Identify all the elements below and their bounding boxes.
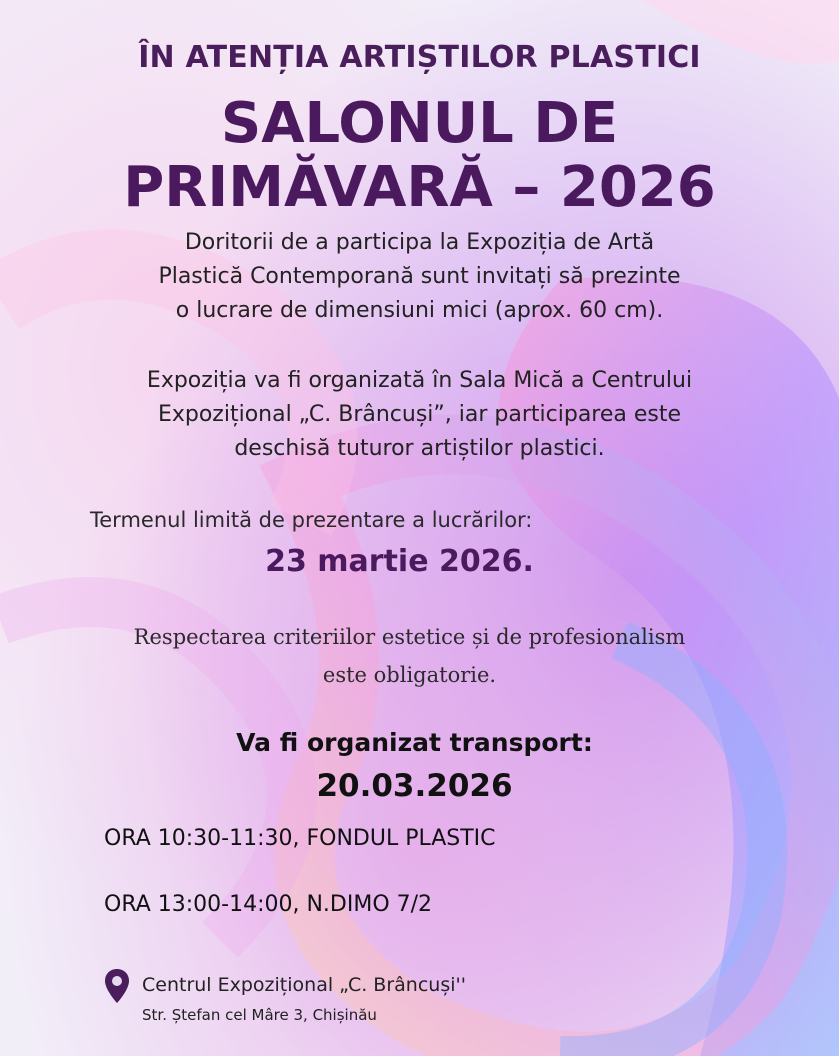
- venue-paragraph: [0, 364, 839, 466]
- para2-line: Expozițional „C. Brâncuși”, iar participarea este: [157, 402, 682, 427]
- deadline-label: Termenul limită de prezentare a lucrărilor:: [90, 508, 533, 532]
- transport-schedule-item: ORA 13:00-14:00, N.DIMO 7/2: [104, 892, 433, 917]
- title-line-2: PRIMĂVARĂ – 2026: [123, 155, 716, 220]
- invitation-paragraph: [0, 226, 839, 328]
- requirement-line: este obligatorie.: [322, 663, 497, 687]
- para1-line: Doritorii de a participa la Expoziția de Artă: [184, 230, 655, 255]
- location-pin-icon: [104, 968, 130, 1004]
- poster-kicker: ÎN ATENȚIA ARTIȘTILOR PLASTICI: [138, 40, 701, 75]
- para1-line: o lucrare de dimensiuni mici (aprox. 60 cm).: [175, 298, 664, 323]
- para2-line: Expoziția va fi organizată în Sala Mică a Centrului: [146, 368, 693, 393]
- transport-schedule-item: ORA 10:30-11:30, FONDUL PLASTIC: [104, 826, 496, 851]
- para1-line: Plastică Contemporană sunt invitați să prezinte: [158, 264, 681, 289]
- requirement-line: Respectarea criteriilor estetice și de profesionalism: [133, 625, 686, 649]
- location-address: Str. Ștefan cel Mâre 3, Chișinău: [142, 1006, 377, 1024]
- requirement-note: [0, 618, 829, 694]
- para2-line: deschisă tuturor artiștilor plastici.: [234, 436, 605, 461]
- poster-title: [0, 92, 839, 220]
- title-line-1: SALONUL DE: [220, 91, 619, 156]
- location-name: Centrul Expozițional „C. Brâncuși'': [142, 974, 466, 996]
- deadline-date: 23 martie 2026.: [265, 544, 534, 579]
- transport-label: Va fi organizat transport:: [236, 728, 593, 757]
- transport-date: 20.03.2026: [316, 768, 513, 804]
